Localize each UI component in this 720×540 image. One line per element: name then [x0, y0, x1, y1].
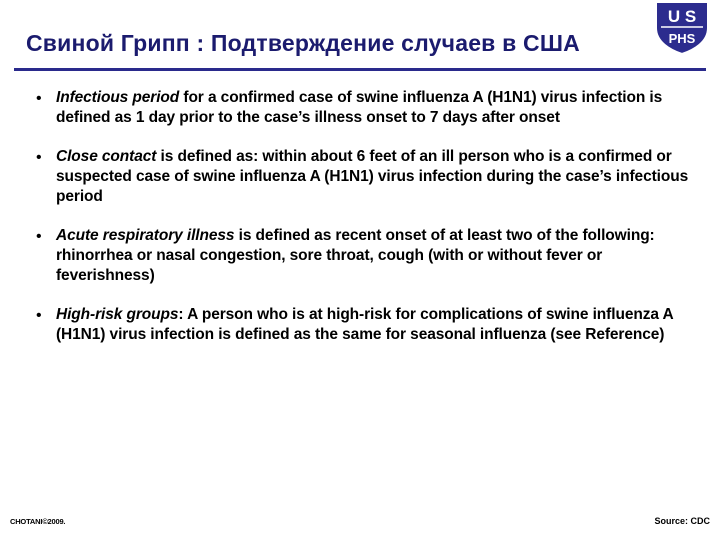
list-item-text: [56, 305, 690, 345]
title-divider: [14, 68, 706, 71]
svg-text:U S: U S: [667, 7, 697, 26]
list-item-body: is defined as recent onset of at least two of the following: rhinorrhea or nasal congestion, sore throat, cough (with or without fever or feverishness): [56, 227, 655, 284]
list-item: [30, 88, 690, 128]
list-item: [30, 226, 690, 286]
footer-copyright: CHOTANI©2009.: [10, 517, 66, 526]
list-item-text: [56, 226, 690, 286]
slide-title: Свиной Грипп : Подтверждение случаев в США: [26, 30, 580, 56]
list-item-lead: High-risk groups: [56, 306, 179, 323]
list-item: [30, 305, 690, 345]
svg-text:PHS: PHS: [668, 31, 696, 46]
list-item-body: for a confirmed case of swine influenza A (H1N1) virus infection is defined as 1 day prior to the case’s illness onset to 7 days after onset: [56, 89, 663, 126]
list-item-text: [56, 88, 690, 128]
list-item-lead: Close contact: [56, 148, 157, 165]
list-item: [30, 147, 690, 207]
bullet-list: [30, 88, 690, 364]
list-item-body: : A person who is at high-risk for complications of swine influenza A (H1N1) virus infection is defined as the same for seasonal influenza (see Reference): [56, 306, 674, 343]
list-item-body: is defined as: within about 6 feet of an ill person who is a confirmed or suspected case of swine influenza A (H1N1) virus infection during the case’s infectious period: [56, 148, 689, 205]
bullet-marker: •: [36, 149, 42, 166]
list-item-lead: Infectious period: [56, 89, 180, 106]
footer-source: Source: CDC: [654, 516, 710, 526]
bullet-marker: •: [36, 307, 42, 324]
list-item-lead: Acute respiratory illness: [56, 227, 235, 244]
list-item-text: [56, 147, 690, 207]
bullet-marker: •: [36, 90, 42, 107]
bullet-marker: •: [36, 228, 42, 245]
